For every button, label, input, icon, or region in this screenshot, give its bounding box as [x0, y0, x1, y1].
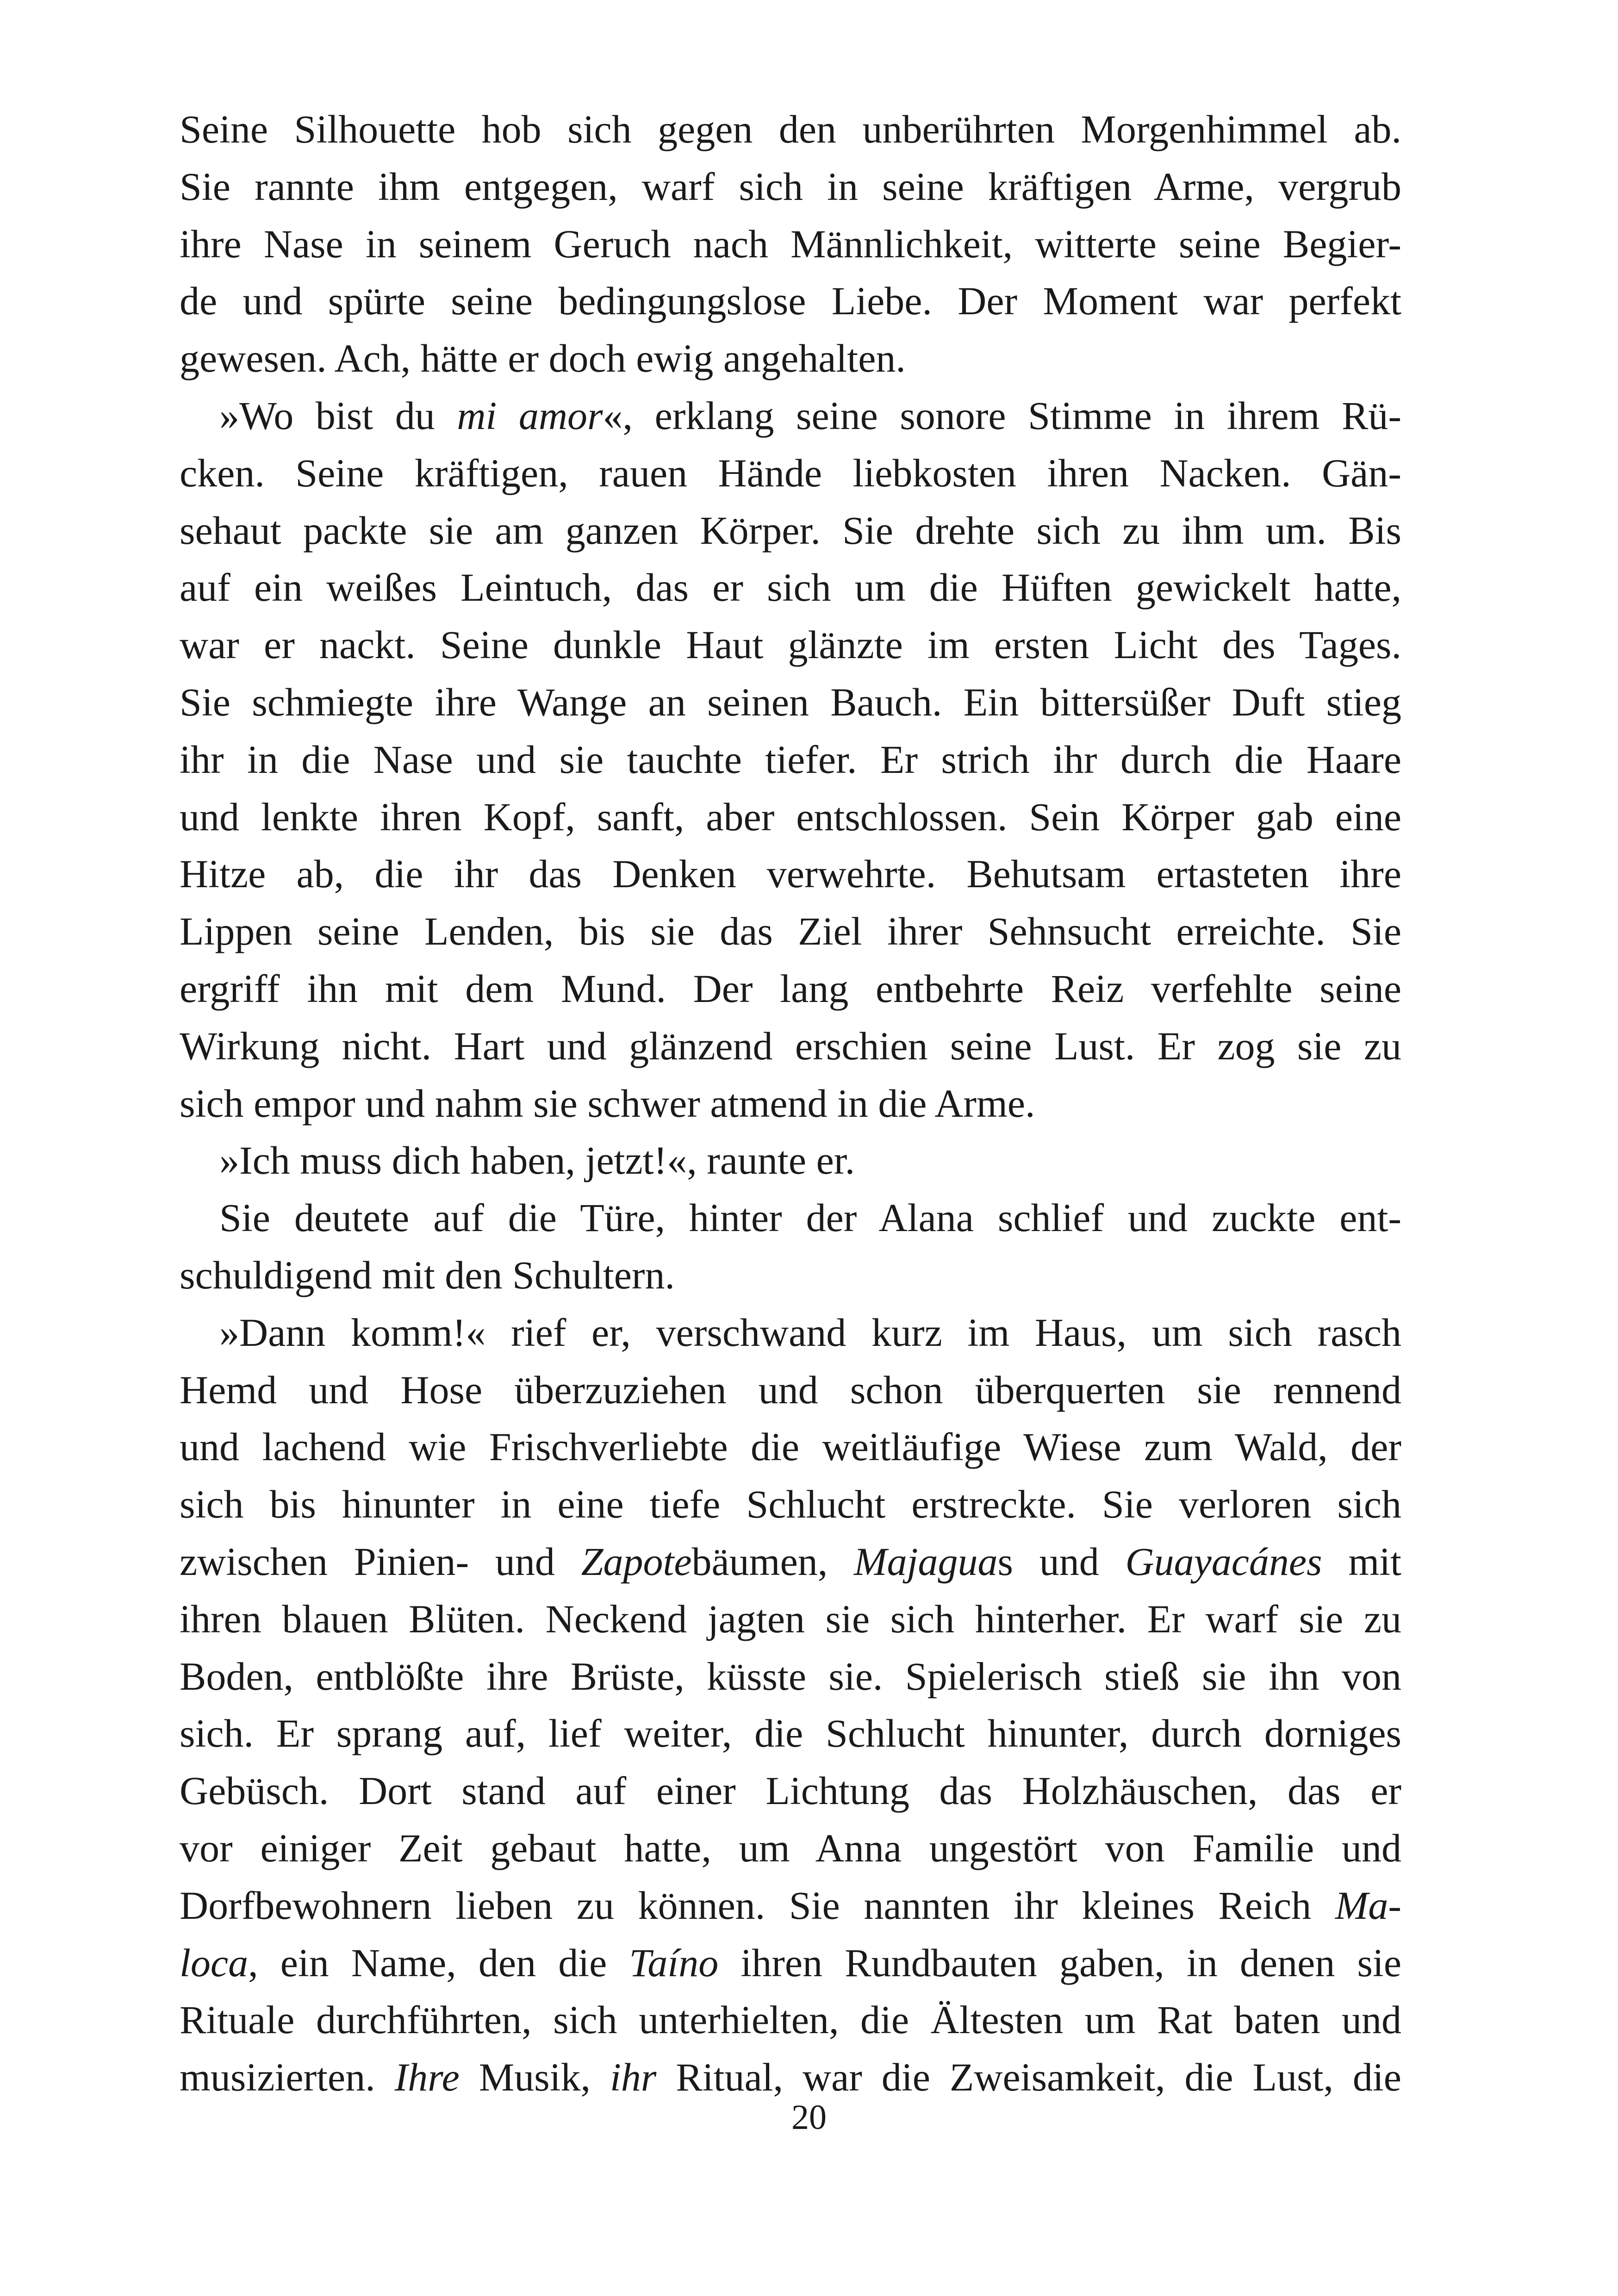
text-line: [180, 1533, 1401, 1591]
text-line: [180, 789, 1401, 846]
text-line: [180, 1762, 1401, 1820]
text-segment: und lachend wie Frischverliebte die weitläufige Wiese zum Wald, der: [180, 1425, 1401, 1469]
text-segment: gewesen. Ach, hätte er doch ewig angehalten.: [180, 336, 906, 381]
text-segment: Seine Silhouette hob sich gegen den unberührten Morgenhimmel ab.: [180, 107, 1401, 151]
text-segment: ihren Rundbauten gaben, in denen sie: [718, 1940, 1401, 1985]
text-line: [180, 1991, 1401, 2049]
italic-text-segment: mi amor: [457, 393, 603, 438]
text-line: [180, 1705, 1401, 1762]
italic-text-segment: loca: [180, 1940, 249, 1985]
text-line: [180, 616, 1401, 674]
text-line: [180, 330, 1401, 387]
text-line: [180, 903, 1401, 960]
text-segment: schuldigend mit den Schultern.: [180, 1252, 675, 1297]
page-number: 20: [791, 2098, 827, 2137]
text-line: [180, 273, 1401, 330]
text-line: [180, 1304, 1401, 1362]
text-line: [180, 1476, 1401, 1533]
text-segment: Ritual, war die Zweisamkeit, die Lust, die: [656, 2055, 1401, 2100]
text-segment: »Ich muss dich haben, jetzt!«, raunte er.: [219, 1138, 855, 1183]
text-line: [180, 1591, 1401, 1648]
text-segment: Dorfbewohnern lieben zu können. Sie nannten ihr kleines Reich: [180, 1883, 1335, 1928]
text-line: [180, 960, 1401, 1018]
text-segment: »Dann komm!« rief er, verschwand kurz im Haus, um sich rasch: [219, 1310, 1401, 1355]
text-segment: ergriff ihn mit dem Mund. Der lang entbehrte Reiz verfehlte seine: [180, 966, 1401, 1011]
text-segment: ihr in die Nase und sie tauchte tiefer. Er strich ihr durch die Haare: [180, 737, 1401, 782]
text-segment: »Wo bist du: [219, 393, 457, 438]
text-segment: auf ein weißes Leintuch, das er sich um die Hüften gewickelt hatte,: [180, 565, 1401, 610]
italic-text-segment: Ma-: [1335, 1883, 1401, 1928]
italic-text-segment: Majagua: [854, 1539, 998, 1584]
italic-text-segment: Guayacánes: [1125, 1539, 1322, 1584]
text-line: [180, 1648, 1401, 1705]
text-line: [180, 158, 1401, 216]
text-segment: Sie rannte ihm entgegen, warf sich in seine kräftigen Arme, vergrub: [180, 164, 1401, 209]
italic-text-segment: ihr: [610, 2055, 657, 2100]
text-segment: musizierten.: [180, 2055, 395, 2100]
text-line: [180, 1247, 1401, 1304]
text-segment: sich empor und nahm sie schwer atmend in die Arme.: [180, 1081, 1035, 1126]
italic-text-segment: Ihre: [394, 2055, 460, 2100]
text-line: [180, 1935, 1401, 1992]
text-line: [180, 1132, 1401, 1189]
text-line: [180, 1877, 1401, 1935]
text-segment: Hitze ab, die ihr das Denken verwehrte. Behutsam ertasteten ihre: [180, 852, 1401, 896]
text-segment: und lenkte ihren Kopf, sanft, aber entschlossen. Sein Körper gab eine: [180, 794, 1401, 839]
text-segment: Wirkung nicht. Hart und glänzend erschien seine Lust. Er zog sie zu: [180, 1023, 1401, 1068]
text-segment: Rituale durchführten, sich unterhielten, die Ältesten um Rat baten und: [180, 1997, 1401, 2042]
body-text: [180, 101, 1401, 2106]
text-segment: Boden, entblößte ihre Brüste, küsste sie. Spielerisch stieß sie ihn von: [180, 1654, 1401, 1699]
text-line: [180, 1362, 1401, 1419]
text-segment: zwischen Pinien- und: [180, 1539, 581, 1584]
text-line: [180, 387, 1401, 445]
text-segment: , ein Name, den die: [248, 1940, 629, 1985]
text-line: [180, 1189, 1401, 1247]
text-segment: mit: [1322, 1539, 1401, 1584]
text-line: [180, 1820, 1401, 1877]
text-segment: Sie deutete auf die Türe, hinter der Alana schlief und zuckte ent-: [219, 1195, 1401, 1240]
text-segment: cken. Seine kräftigen, rauen Hände liebkosten ihren Nacken. Gän-: [180, 450, 1401, 495]
text-segment: sich bis hinunter in eine tiefe Schlucht erstreckte. Sie verloren sich: [180, 1482, 1401, 1527]
italic-text-segment: Taíno: [629, 1940, 719, 1985]
italic-text-segment: Zapote: [581, 1539, 692, 1584]
text-line: [180, 445, 1401, 502]
text-line: [180, 101, 1401, 158]
text-segment: «, erklang seine sonore Stimme in ihrem Rü-: [603, 393, 1401, 438]
text-segment: sehaut packte sie am ganzen Körper. Sie drehte sich zu ihm um. Bis: [180, 508, 1401, 553]
text-segment: bäumen,: [691, 1539, 854, 1584]
text-segment: vor einiger Zeit gebaut hatte, um Anna ungestört von Familie und: [180, 1825, 1401, 1870]
text-line: [180, 731, 1401, 789]
text-line: [180, 559, 1401, 616]
text-segment: s und: [997, 1539, 1126, 1584]
text-line: [180, 1075, 1401, 1132]
text-segment: war er nackt. Seine dunkle Haut glänzte im ersten Licht des Tages.: [180, 622, 1401, 667]
text-segment: de und spürte seine bedingungslose Liebe. Der Moment war perfekt: [180, 279, 1401, 324]
text-segment: sich. Er sprang auf, lief weiter, die Schlucht hinunter, durch dorniges: [180, 1711, 1401, 1756]
text-segment: Lippen seine Lenden, bis sie das Ziel ihrer Sehnsucht erreichte. Sie: [180, 909, 1401, 954]
text-line: [180, 216, 1401, 273]
text-segment: Hemd und Hose überzuziehen und schon überquerten sie rennend: [180, 1367, 1401, 1412]
text-segment: Sie schmiegte ihre Wange an seinen Bauch. Ein bittersüßer Duft stieg: [180, 679, 1401, 724]
text-line: [180, 1419, 1401, 1476]
text-segment: Gebüsch. Dort stand auf einer Lichtung das Holzhäuschen, das er: [180, 1768, 1401, 1813]
text-line: [180, 674, 1401, 731]
text-segment: Musik,: [459, 2055, 610, 2100]
text-segment: ihren blauen Blüten. Neckend jagten sie sich hinterher. Er warf sie zu: [180, 1596, 1401, 1641]
text-line: [180, 502, 1401, 560]
text-line: [180, 846, 1401, 903]
text-line: [180, 1018, 1401, 1075]
text-segment: ihre Nase in seinem Geruch nach Männlichkeit, witterte seine Begier-: [180, 221, 1401, 266]
